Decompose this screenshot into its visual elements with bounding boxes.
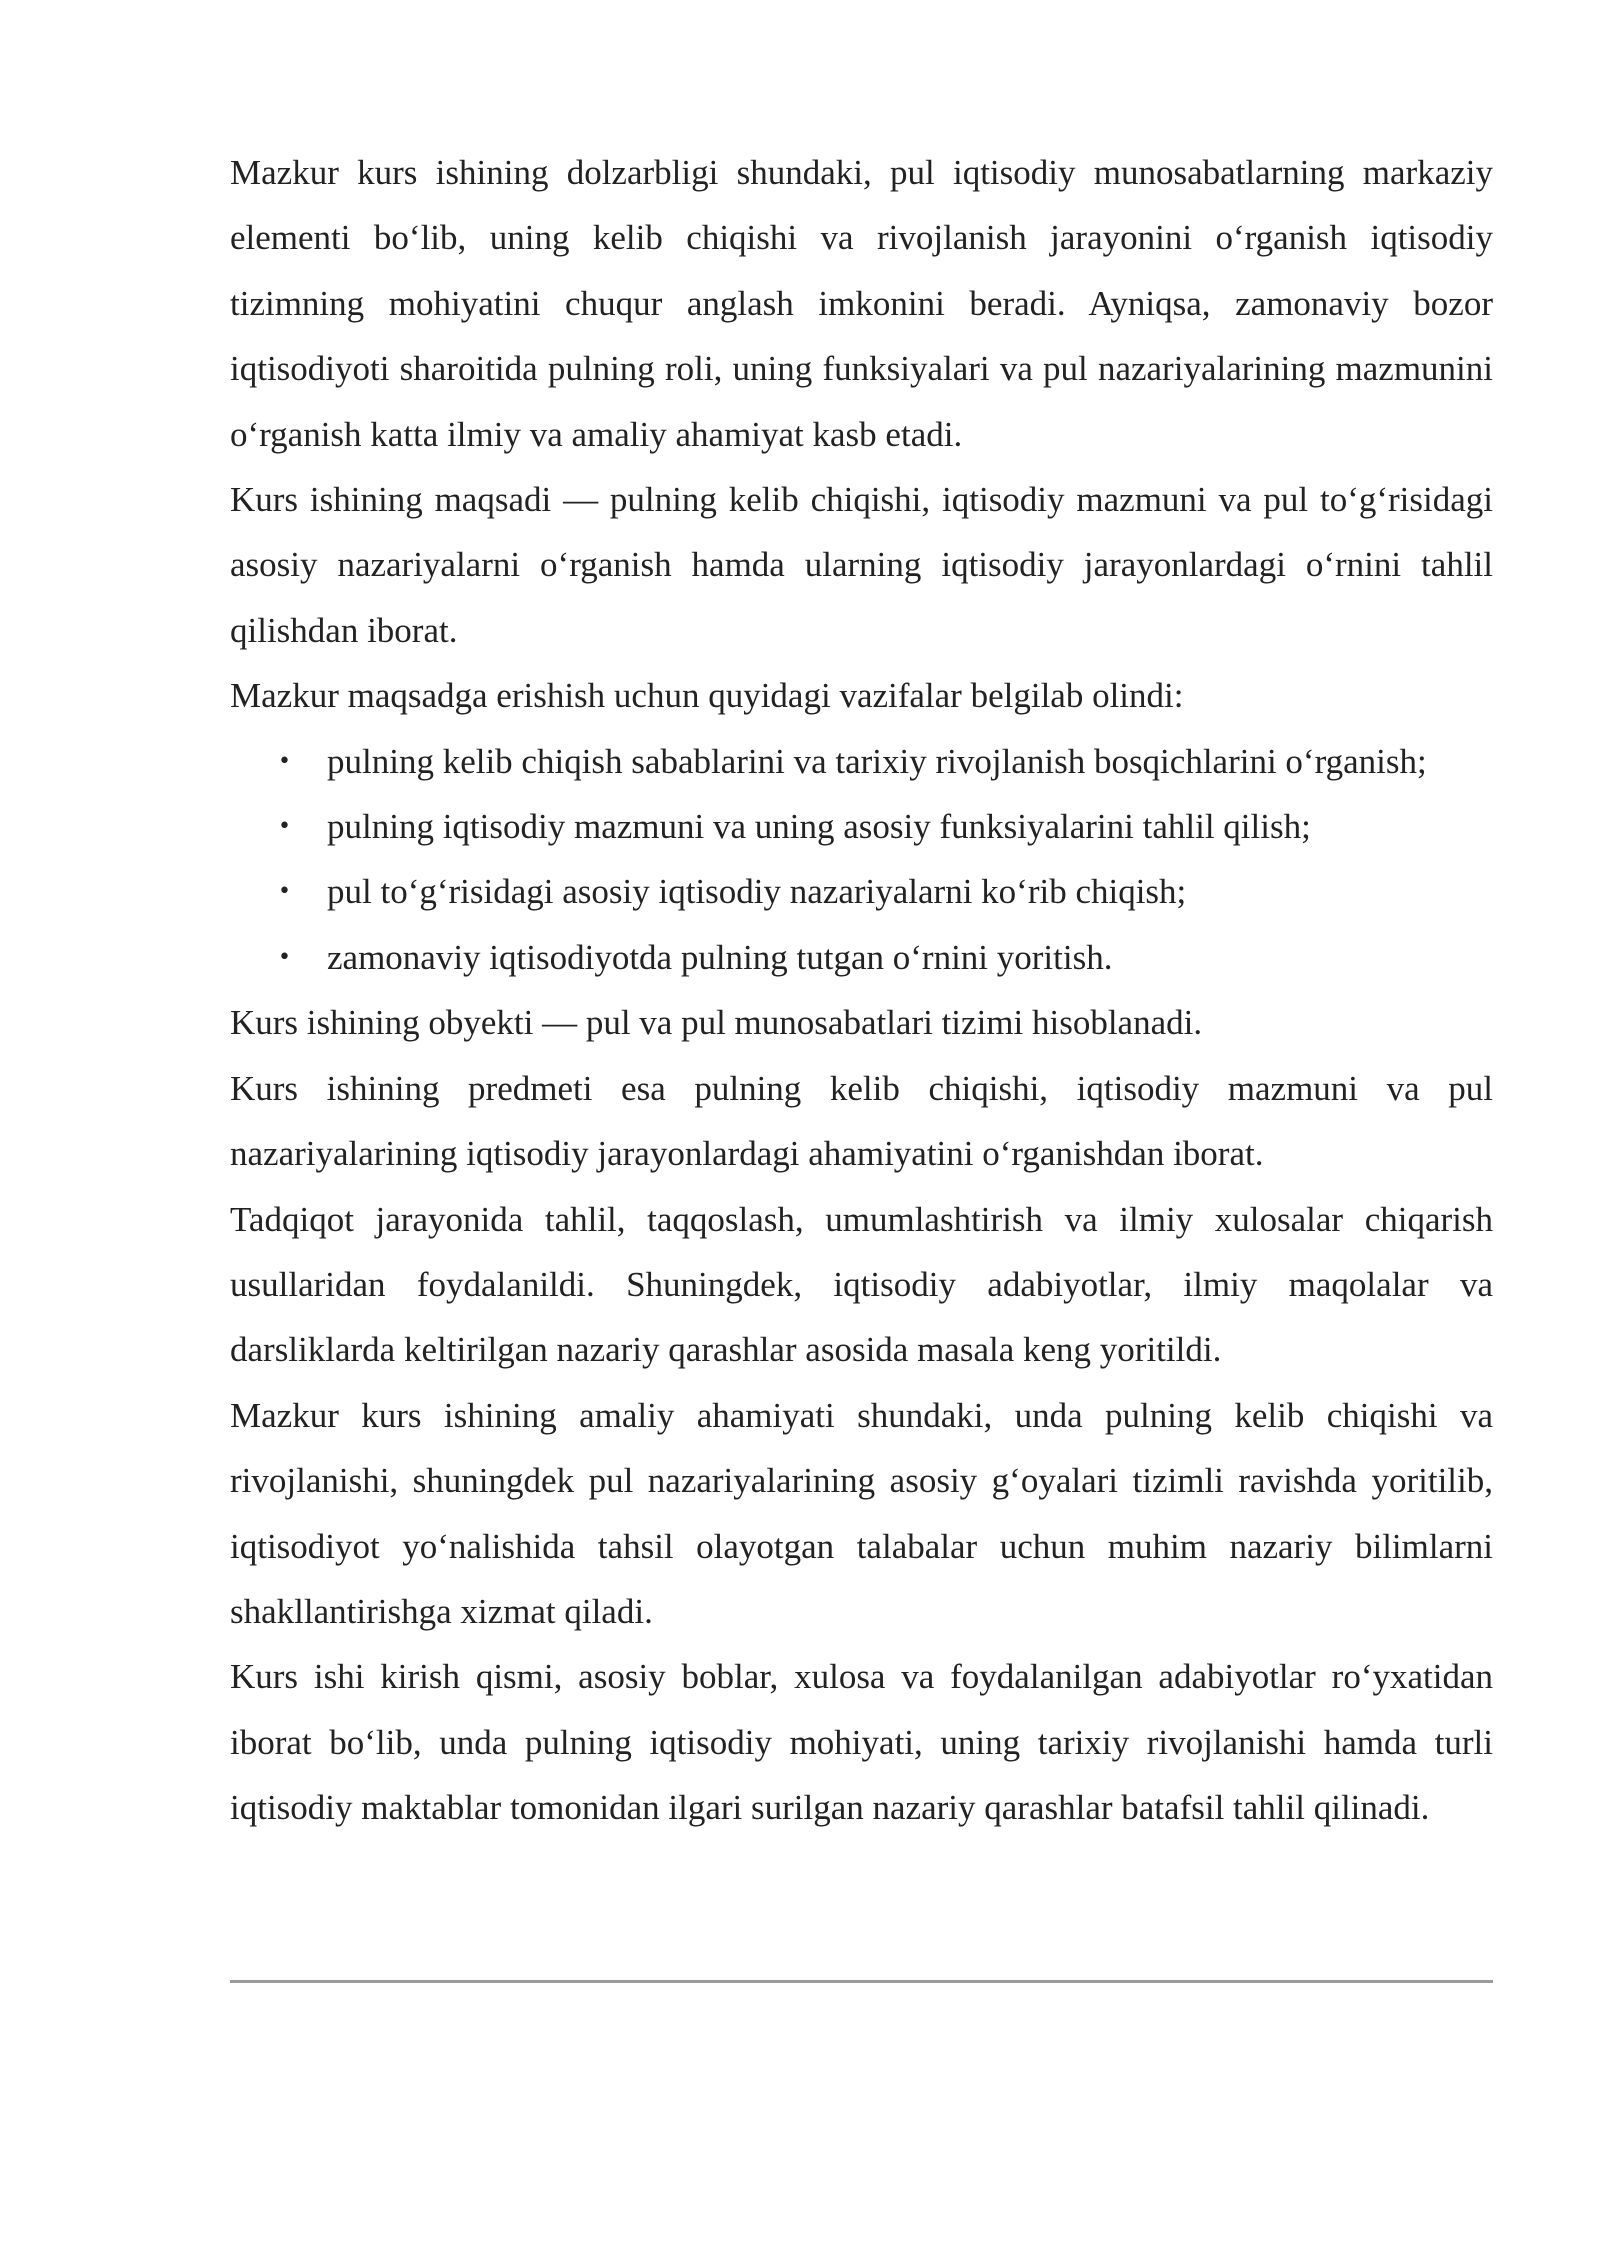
list-item-text: pulning iqtisodiy mazmuni va uning asosiy funksiyalarini tahlil qilish;	[327, 807, 1311, 847]
bullet-icon: •	[278, 748, 291, 774]
paragraph-tasks-intro: Mazkur maqsadga erishish uchun quyidagi vazifalar belgilab olindi:	[230, 676, 1184, 716]
bullet-icon: •	[278, 879, 291, 905]
paragraph-relevance: Mazkur kurs ishining dolzarbligi shundaki, pul iqtisodiy munosabatlarning markaziy elementi bo‘lib, uning kelib chiqishi va rivojlanish jarayonini o‘rganish iqtisodiy tizimning mohiyatini chuqur anglash imkonini beradi. Ayniqsa, zamonaviy bozor iqtisodiyoti sharoitida pulning roli, uning funksiyalari va pul nazariyalarining mazmunini o‘rganish katta ilmiy va amaliy ahamiyat kasb etadi.	[230, 153, 1493, 454]
paragraph-structure: Kurs ishi kirish qismi, asosiy boblar, xulosa va foydalanilgan adabiyotlar ro‘yxatidan iborat bo‘lib, unda pulning iqtisodiy mohiyati, uning tarixiy rivojlanishi hamda turli iqtisodiy maktablar tomonidan ilgari surilgan nazariy qarashlar batafsil tahlil qilinadi.	[230, 1657, 1493, 1828]
bullet-icon: •	[278, 944, 291, 970]
tasks-list	[230, 729, 1493, 991]
document-page	[230, 140, 1493, 1841]
paragraph-methods: Tadqiqot jarayonida tahlil, taqqoslash, umumlashtirish va ilmiy xulosalar chiqarish usullaridan foydalanildi. Shuningdek, iqtisodiy adabiyotlar, ilmiy maqolalar va darsliklarda keltirilgan nazariy qarashlar asosida masala keng yoritildi.	[230, 1199, 1493, 1370]
paragraph-goal: Kurs ishining maqsadi — pulning kelib chiqishi, iqtisodiy mazmuni va pul to‘g‘risidagi asosiy nazariyalarni o‘rganish hamda ularning iqtisodiy jarayonlardagi o‘rnini tahlil qilishdan iborat.	[230, 480, 1493, 650]
list-item-text: pul to‘g‘risidagi asosiy iqtisodiy nazariyalarni ko‘rib chiqish;	[327, 872, 1187, 912]
list-item	[230, 859, 1493, 924]
list-item-text: zamonaviy iqtisodiyotda pulning tutgan o‘rnini yoritish.	[327, 937, 1113, 977]
paragraph-object: Kurs ishining obyekti — pul va pul munosabatlari tizimi hisoblanadi.	[230, 1003, 1203, 1043]
bullet-icon: •	[278, 814, 291, 840]
list-item-text: pulning kelib chiqish sabablarini va tarixiy rivojlanish bosqichlarini o‘rganish;	[327, 741, 1427, 781]
paragraph-practical-significance: Mazkur kurs ishining amaliy ahamiyati shundaki, unda pulning kelib chiqishi va rivojlanishi, shuningdek pul nazariyalarining asosiy g‘oyalari tizimli ravishda yoritilib, iqtisodiyot yo‘nalishida tahsil olayotgan talabalar uchun muhim nazariy bilimlarni shakllantirishga xizmat qiladi.	[230, 1395, 1493, 1631]
list-item	[230, 729, 1493, 794]
paragraph-subject: Kurs ishining predmeti esa pulning kelib chiqishi, iqtisodiy mazmuni va pul nazariyalarining iqtisodiy jarayonlardagi ahamiyatini o‘rganishdan iborat.	[230, 1068, 1493, 1174]
list-item	[230, 925, 1493, 990]
list-item	[230, 794, 1493, 859]
bottom-divider	[230, 1980, 1493, 1983]
